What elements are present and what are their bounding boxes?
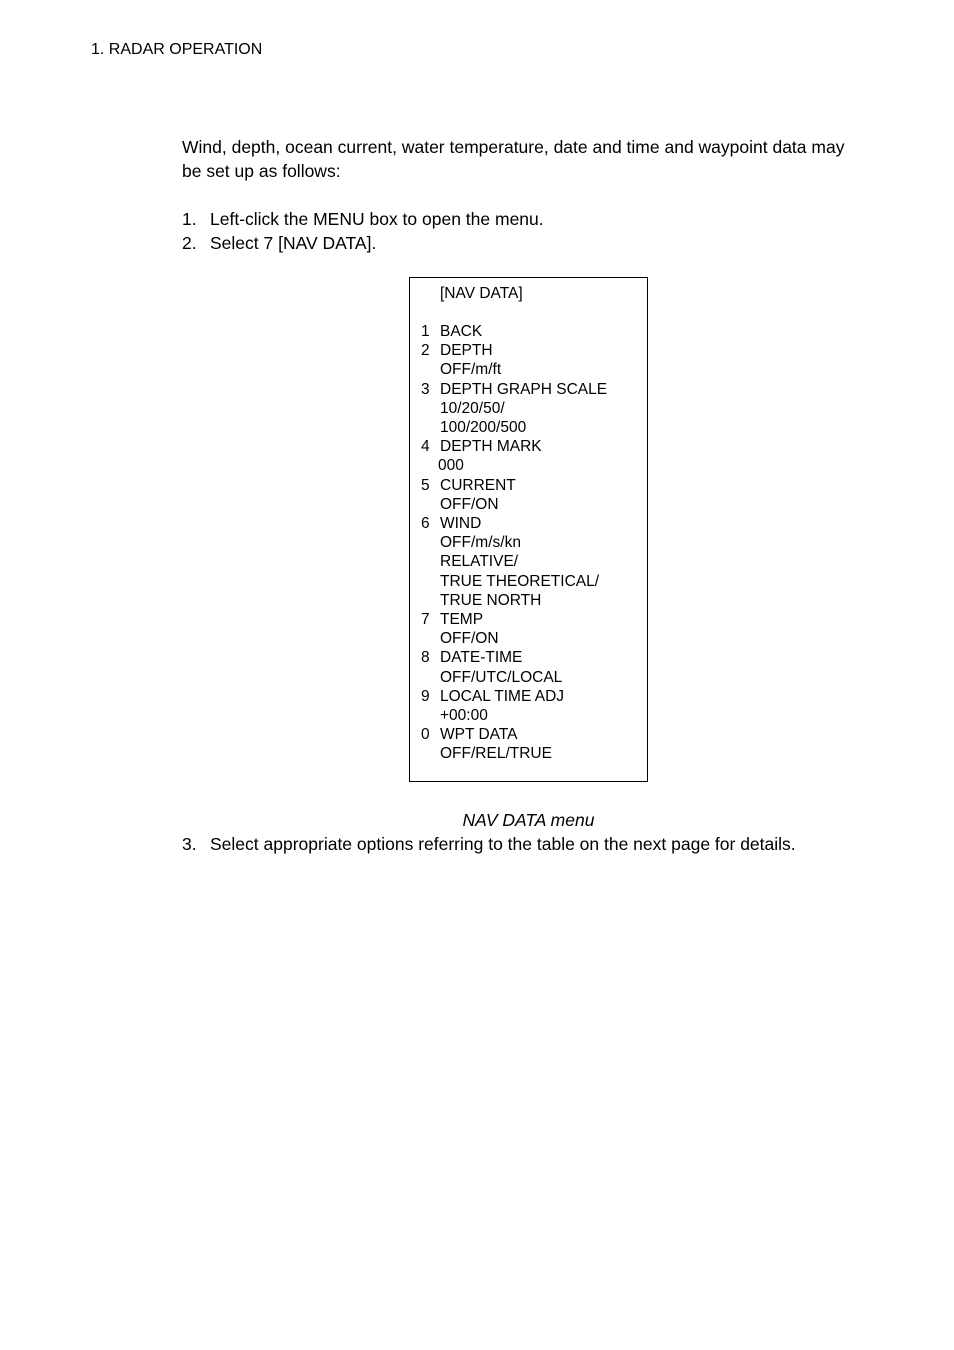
step-1 bbox=[182, 207, 544, 231]
step-text: Select appropriate options referring to the table on the next page for details. bbox=[210, 834, 796, 854]
menu-item-number: 2 bbox=[421, 342, 430, 360]
menu-item-label: TEMP bbox=[440, 611, 484, 629]
step-number: 1. bbox=[182, 209, 197, 229]
menu-item-label: DATE-TIME bbox=[440, 649, 523, 667]
step-text: Left-click the MENU box to open the menu. bbox=[210, 209, 544, 229]
menu-item-back[interactable] bbox=[421, 322, 607, 341]
menu-item-option: TRUE NORTH bbox=[440, 591, 542, 609]
step-number: 2. bbox=[182, 233, 197, 253]
menu-item-option: OFF/m/ft bbox=[440, 361, 502, 379]
menu-item-label: CURRENT bbox=[440, 476, 516, 494]
menu-item-wpt-data[interactable] bbox=[421, 725, 607, 763]
menu-item-option: OFF/ON bbox=[440, 495, 499, 513]
menu-item-label: DEPTH bbox=[440, 342, 493, 360]
step-number: 3. bbox=[182, 834, 197, 854]
menu-item-label: LOCAL TIME ADJ bbox=[440, 687, 565, 705]
menu-item-wind[interactable] bbox=[421, 514, 607, 610]
step-text: Select 7 [NAV DATA]. bbox=[210, 233, 377, 253]
step-2 bbox=[182, 231, 376, 255]
menu-item-option: OFF/m/s/kn bbox=[440, 534, 521, 552]
menu-item-number: 9 bbox=[421, 687, 430, 705]
menu-item-option: 100/200/500 bbox=[440, 419, 527, 437]
menu-item-number: 4 bbox=[421, 438, 430, 456]
menu-item-current[interactable] bbox=[421, 476, 607, 514]
menu-item-number: 0 bbox=[421, 726, 430, 744]
menu-item-depth-graph-scale[interactable] bbox=[421, 380, 607, 438]
figure-caption: NAV DATA menu bbox=[462, 810, 595, 830]
menu-item-option: +00:00 bbox=[440, 707, 488, 725]
menu-item-temp[interactable] bbox=[421, 610, 607, 648]
menu-item-number: 6 bbox=[421, 515, 430, 533]
menu-item-option: OFF/UTC/LOCAL bbox=[440, 668, 563, 686]
nav-data-menu-box bbox=[409, 277, 648, 782]
menu-item-option: 000 bbox=[438, 457, 464, 475]
menu-item-option: TRUE THEORETICAL/ bbox=[440, 572, 600, 590]
menu-item-depth[interactable] bbox=[421, 341, 607, 379]
menu-list bbox=[421, 322, 607, 764]
menu-item-option: OFF/ON bbox=[440, 630, 499, 648]
menu-item-number: 1 bbox=[421, 323, 430, 340]
section-header: 1. RADAR OPERATION bbox=[91, 41, 263, 58]
menu-item-date-time[interactable] bbox=[421, 648, 607, 686]
menu-item-label: DEPTH MARK bbox=[440, 438, 542, 456]
menu-item-number: 5 bbox=[421, 476, 430, 494]
menu-item-label: BACK bbox=[440, 323, 483, 340]
menu-item-depth-mark[interactable] bbox=[421, 437, 607, 475]
menu-item-number: 3 bbox=[421, 380, 430, 398]
menu-item-label: WPT DATA bbox=[440, 726, 518, 744]
menu-item-local-time-adj[interactable] bbox=[421, 687, 607, 725]
menu-item-label: WIND bbox=[440, 515, 482, 533]
menu-item-number: 7 bbox=[421, 611, 430, 629]
menu-item-label: DEPTH GRAPH SCALE bbox=[440, 380, 608, 398]
menu-item-option: OFF/REL/TRUE bbox=[440, 745, 552, 763]
menu-item-option: RELATIVE/ bbox=[440, 553, 519, 571]
menu-title: [NAV DATA] bbox=[440, 285, 523, 302]
intro-paragraph: Wind, depth, ocean current, water temperature, date and time and waypoint data may be set up as follows: bbox=[182, 137, 845, 181]
menu-item-number: 8 bbox=[421, 649, 430, 667]
menu-item-option: 10/20/50/ bbox=[440, 399, 505, 417]
step-3 bbox=[182, 832, 796, 856]
